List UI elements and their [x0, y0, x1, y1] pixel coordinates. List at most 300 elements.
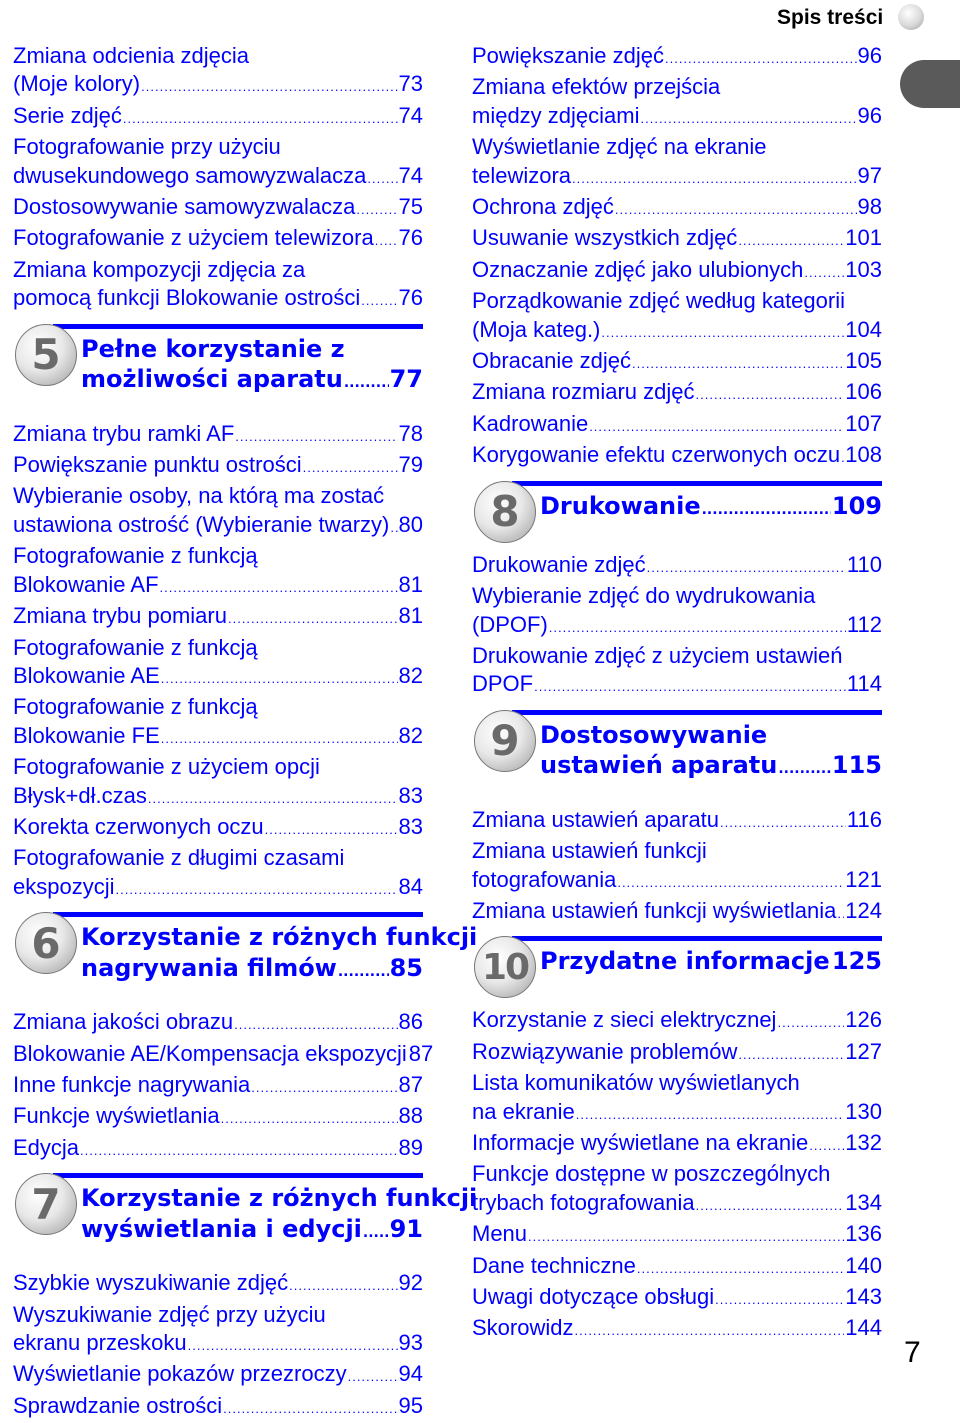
toc-page-number: 144 — [845, 1314, 882, 1342]
toc-entry-text: Usuwanie wszystkich zdjęć — [472, 224, 737, 252]
toc-entry[interactable] — [472, 1220, 882, 1251]
toc-entry-text: Szybkie wyszukiwanie zdjęć — [13, 1269, 288, 1297]
toc-entry-text: Sprawdzanie ostrości — [13, 1392, 222, 1420]
toc-entry[interactable] — [13, 102, 423, 133]
chapter-title[interactable] — [81, 334, 423, 399]
toc-page-number: 136 — [845, 1220, 882, 1248]
chapter-title-line — [81, 364, 423, 399]
chapter-title-text: nagrywania filmów — [81, 953, 337, 984]
section-title: Spis treści — [777, 6, 883, 30]
toc-entry-text: Zmiana efektów przejścia — [472, 73, 720, 101]
toc-entry-text: Zmiana trybu pomiaru — [13, 602, 227, 630]
toc-entry-line — [472, 287, 882, 315]
toc-entry-line — [13, 693, 423, 721]
dot-leader — [348, 1363, 398, 1391]
toc-entry-line — [472, 582, 882, 610]
toc-entry-text: Fotografowanie przy użyciu — [13, 133, 281, 161]
toc-entry-text: (Moje kolory) — [13, 70, 140, 98]
toc-entry-line — [13, 70, 423, 101]
toc-entry[interactable] — [472, 193, 882, 224]
toc-entry[interactable] — [13, 602, 423, 633]
toc-page-number: 82 — [399, 662, 423, 690]
toc-entry-line — [472, 611, 882, 642]
chapter-title[interactable] — [540, 946, 882, 981]
dot-leader — [637, 1255, 844, 1283]
toc-page-number: 73 — [399, 70, 423, 98]
toc-entry-line — [13, 511, 423, 542]
toc-entry-line — [472, 837, 882, 865]
dot-leader — [289, 1272, 397, 1300]
toc-entry-line — [13, 844, 423, 872]
toc-page-number: 78 — [399, 420, 423, 448]
toc-entry-line — [13, 1071, 423, 1102]
toc-entry-text: Fotografowanie z funkcją — [13, 634, 258, 662]
toc-entry-text: Wyświetlanie pokazów przezroczy — [13, 1360, 347, 1388]
toc-page-number: 116 — [847, 806, 882, 834]
chapter-title-text: Korzystanie z różnych funkcji — [81, 1183, 477, 1214]
toc-page-number: 87 — [399, 1071, 423, 1099]
chapter-page-number: 109 — [832, 491, 882, 522]
toc-entry[interactable] — [472, 410, 882, 441]
chapter-number-badge: 8 — [474, 481, 536, 543]
toc-entry[interactable] — [472, 1160, 882, 1220]
chapter-heading[interactable] — [13, 324, 423, 420]
toc-entry[interactable] — [472, 1314, 882, 1345]
toc-entry-line — [13, 1040, 423, 1071]
chapter-page-number: 85 — [390, 953, 423, 984]
chapter-title-line — [81, 334, 423, 365]
toc-entry[interactable] — [13, 1392, 423, 1423]
dot-leader — [160, 574, 398, 602]
dot-leader — [778, 754, 831, 785]
chapter-heading[interactable] — [472, 710, 882, 806]
chapter-page-number: 91 — [390, 1214, 423, 1245]
toc-entry-text: trybach fotografowania — [472, 1189, 695, 1217]
toc-entry[interactable] — [472, 1006, 882, 1037]
chapter-title-line — [81, 953, 423, 988]
chapter-title-text: Korzystanie z różnych funkcji — [81, 922, 477, 953]
toc-entry-line — [13, 1269, 423, 1300]
toc-entry[interactable] — [13, 193, 423, 224]
toc-entry[interactable] — [472, 42, 882, 73]
chapter-title-line — [81, 1183, 423, 1214]
dot-leader — [115, 876, 397, 904]
toc-entry-line — [13, 224, 423, 255]
toc-entry[interactable] — [13, 1360, 423, 1391]
chapter-title-line — [540, 720, 882, 751]
dot-leader — [837, 900, 844, 928]
toc-entry-line — [472, 551, 882, 582]
toc-entry[interactable] — [13, 1134, 423, 1165]
dot-leader — [356, 196, 397, 224]
toc-entry-line — [13, 1102, 423, 1133]
chapter-title-text: Drukowanie — [540, 491, 701, 522]
toc-entry[interactable] — [472, 1252, 882, 1283]
dot-leader — [188, 1332, 398, 1360]
toc-entry-line — [13, 482, 423, 510]
toc-entry-line — [472, 1160, 882, 1188]
toc-entry-text: Zmiana ustawień funkcji — [472, 837, 707, 865]
toc-page-number: 83 — [399, 782, 423, 810]
toc-entry-text: Wybieranie osoby, na którą ma zostać — [13, 482, 384, 510]
chapter-title-line — [81, 1214, 423, 1249]
toc-entry-text: Zmiana kompozycji zdjęcia za — [13, 256, 305, 284]
toc-entry-text: Porządkowanie zdjęć według kategorii — [472, 287, 845, 315]
chapter-heading[interactable] — [472, 481, 882, 551]
toc-entry-line — [13, 1392, 423, 1423]
dot-leader — [841, 444, 844, 472]
toc-page-number: 132 — [845, 1129, 882, 1157]
dot-leader — [375, 227, 398, 255]
toc-page-number: 124 — [845, 897, 882, 925]
toc-entry-text: ekranu przeskoku — [13, 1329, 187, 1357]
toc-entry-line — [472, 670, 882, 701]
chapter-title-line — [540, 750, 882, 785]
toc-page-number: 101 — [845, 224, 882, 252]
toc-entry-text: Zmiana rozmiaru zdjęć — [472, 378, 695, 406]
toc-entry[interactable] — [13, 634, 423, 694]
toc-entry-text: Powiększanie punktu ostrości — [13, 451, 302, 479]
toc-page-number: 76 — [399, 224, 423, 252]
toc-entry[interactable] — [472, 1283, 882, 1314]
toc-page-number: 110 — [847, 551, 882, 579]
toc-entry-text: Fotografowanie z użyciem telewizora — [13, 224, 374, 252]
dot-leader — [265, 816, 398, 844]
toc-entry-text: ustawiona ostrość (Wybieranie twarzy) — [13, 511, 389, 539]
toc-page-number: 74 — [399, 162, 423, 190]
dot-leader — [141, 73, 397, 101]
toc-entry[interactable] — [13, 420, 423, 451]
toc-entry-line — [472, 1069, 882, 1097]
toc-page-number: 108 — [845, 441, 882, 469]
toc-entry-text: Uwagi dotyczące obsługi — [472, 1283, 714, 1311]
dot-leader — [390, 514, 397, 542]
toc-entry-text: Informacje wyświetlane na ekranie — [472, 1129, 808, 1157]
toc-entry[interactable] — [13, 256, 423, 316]
chapter-title-text: wyświetlania i edycji — [81, 1214, 362, 1245]
dot-leader — [572, 165, 856, 193]
toc-entry-line — [472, 1098, 882, 1129]
dot-leader — [344, 368, 389, 399]
toc-entry-line — [13, 753, 423, 781]
toc-entry-text: Lista komunikatów wyświetlanych — [472, 1069, 800, 1097]
toc-page-number: 89 — [399, 1134, 423, 1162]
toc-entry-text: Korekta czerwonych oczu — [13, 813, 264, 841]
toc-entry-text: Dostosowywanie samowyzwalacza — [13, 193, 355, 221]
toc-page-number: 84 — [399, 873, 423, 901]
chapter-number-badge: 10 — [474, 936, 536, 998]
chapter-title-line — [540, 946, 882, 981]
dot-leader — [303, 454, 398, 482]
toc-entry[interactable] — [472, 1038, 882, 1069]
toc-entry-text: Fotografowanie z długimi czasami — [13, 844, 344, 872]
toc-page-number: 127 — [845, 1038, 882, 1066]
toc-entry-line — [13, 420, 423, 451]
dot-leader — [338, 957, 389, 988]
toc-page-number: 112 — [847, 611, 882, 639]
toc-entry-text: Ochrona zdjęć — [472, 193, 614, 221]
dot-leader — [641, 105, 857, 133]
toc-entry-text: (Moja kateg.) — [472, 316, 600, 344]
toc-page-number: 106 — [845, 378, 882, 406]
dot-leader — [363, 1218, 389, 1249]
chapter-title-text: Dostosowywanie — [540, 720, 767, 751]
toc-entry[interactable] — [13, 1102, 423, 1133]
chapter-title[interactable] — [540, 720, 882, 785]
toc-entry-text: Zmiana ustawień aparatu — [472, 806, 719, 834]
toc-entry[interactable] — [13, 1269, 423, 1300]
toc-entry[interactable] — [13, 1040, 423, 1071]
toc-entry-line — [472, 1252, 882, 1283]
chapter-title[interactable] — [81, 1183, 423, 1248]
toc-entry-text: Obracanie zdjęć — [472, 347, 631, 375]
toc-entry[interactable] — [472, 256, 882, 287]
toc-entry-line — [472, 193, 882, 224]
toc-entry-line — [13, 162, 423, 193]
toc-page-number: 107 — [845, 410, 882, 438]
toc-entry[interactable] — [13, 542, 423, 602]
chapter-page-number: 125 — [832, 946, 882, 977]
toc-entry-text: Menu — [472, 1220, 527, 1248]
toc-entry-line — [472, 1189, 882, 1220]
dot-leader — [80, 1137, 397, 1165]
chapter-title-text: możliwości aparatu — [81, 364, 343, 395]
toc-entry-line — [13, 634, 423, 662]
toc-entry[interactable] — [13, 224, 423, 255]
toc-entry-text: Rozwiązywanie problemów — [472, 1038, 737, 1066]
toc-entry-line — [472, 42, 882, 73]
toc-entry-line — [13, 662, 423, 693]
toc-entry[interactable] — [13, 693, 423, 753]
dot-leader — [647, 554, 846, 582]
toc-entry-line — [472, 316, 882, 347]
toc-entry-text: Fotografowanie z funkcją — [13, 693, 258, 721]
toc-entry-line — [13, 542, 423, 570]
toc-entry-text: dwusekundowego samowyzwalacza — [13, 162, 366, 190]
dot-leader — [534, 673, 846, 701]
toc-entry[interactable] — [472, 642, 882, 702]
toc-page-number: 74 — [399, 102, 423, 130]
dot-leader — [576, 1101, 845, 1129]
toc-entry-line — [13, 571, 423, 602]
toc-entry[interactable] — [472, 441, 882, 472]
dot-leader — [617, 869, 844, 897]
chapter-number-badge: 5 — [15, 324, 77, 386]
toc-entry[interactable] — [13, 133, 423, 193]
toc-left-column — [13, 42, 423, 1423]
toc-entry-line — [472, 1220, 882, 1251]
toc-entry-text: na ekranie — [472, 1098, 575, 1126]
toc-entry[interactable] — [13, 753, 423, 813]
chapter-heading[interactable] — [13, 1173, 423, 1269]
dot-leader — [123, 105, 398, 133]
chapter-title-line — [540, 491, 882, 526]
toc-entry-text: Zmiana trybu ramki AF — [13, 420, 234, 448]
toc-entry-line — [472, 1283, 882, 1314]
toc-entry[interactable] — [472, 806, 882, 837]
chapter-divider — [53, 324, 423, 329]
toc-page-number: 94 — [399, 1360, 423, 1388]
chapter-number-badge: 7 — [15, 1173, 77, 1235]
toc-entry-line — [472, 410, 882, 441]
chapter-heading[interactable] — [472, 936, 882, 1006]
toc-entry[interactable] — [13, 1301, 423, 1361]
dot-leader — [221, 1105, 398, 1133]
toc-entry-line — [472, 897, 882, 928]
chapter-divider — [512, 710, 882, 715]
dot-leader — [589, 413, 844, 441]
dot-leader — [549, 614, 846, 642]
toc-entry[interactable] — [472, 73, 882, 133]
toc-entry-line — [472, 1129, 882, 1160]
toc-entry-line — [472, 73, 882, 101]
toc-entry[interactable] — [472, 224, 882, 255]
toc-entry-text: pomocą funkcji Blokowanie ostrości — [13, 284, 360, 312]
toc-entry[interactable] — [13, 482, 423, 542]
toc-entry-text: Zmiana ustawień funkcji wyświetlania — [472, 897, 836, 925]
toc-page-number: 76 — [399, 284, 423, 312]
toc-entry[interactable] — [472, 837, 882, 897]
toc-entry-line — [13, 1134, 423, 1165]
toc-entry-text: ekspozycji — [13, 873, 114, 901]
toc-entry-text: między zdjęciami — [472, 102, 640, 130]
toc-entry-line — [13, 1360, 423, 1391]
toc-entry[interactable] — [13, 1071, 423, 1102]
toc-entry-text: Fotografowanie z użyciem opcji — [13, 753, 320, 781]
toc-right-column — [472, 42, 882, 1346]
toc-entry[interactable] — [13, 813, 423, 844]
toc-page-number: 140 — [845, 1252, 882, 1280]
toc-entry-line — [13, 1329, 423, 1360]
page-number: 7 — [904, 1336, 921, 1370]
dot-leader — [632, 350, 844, 378]
toc-entry-text: Serie zdjęć — [13, 102, 122, 130]
toc-entry-line — [13, 1301, 423, 1329]
chapter-title[interactable] — [540, 491, 882, 526]
chapter-title-line — [81, 922, 423, 953]
dot-leader — [601, 319, 844, 347]
dot-leader — [161, 665, 398, 693]
toc-entry-line — [472, 642, 882, 670]
dot-leader — [702, 495, 831, 526]
toc-entry-line — [472, 378, 882, 409]
dot-leader — [777, 1009, 844, 1037]
toc-page-number: 126 — [845, 1006, 882, 1034]
dot-leader — [720, 809, 846, 837]
section-marker-icon — [898, 4, 924, 30]
toc-entry-text: Drukowanie zdjęć z użyciem ustawień — [472, 642, 843, 670]
dot-leader — [809, 1132, 844, 1160]
toc-entry-text: Funkcje dostępne w poszczególnych — [472, 1160, 830, 1188]
toc-page-number: 87 — [409, 1040, 433, 1068]
toc-page-number: 130 — [845, 1098, 882, 1126]
toc-entry-text: Blokowanie AE/Kompensacja ekspozycji — [13, 1040, 407, 1068]
dot-leader — [235, 423, 397, 451]
toc-entry-text: Fotografowanie z funkcją — [13, 542, 258, 570]
dot-leader — [738, 1041, 844, 1069]
toc-entry[interactable] — [13, 844, 423, 904]
toc-entry[interactable] — [472, 347, 882, 378]
toc-page-number: 96 — [858, 102, 882, 130]
toc-entry-text: Drukowanie zdjęć — [472, 551, 646, 579]
toc-entry-line — [472, 224, 882, 255]
toc-page-number: 83 — [399, 813, 423, 841]
toc-entry-text: Korygowanie efektu czerwonych oczu — [472, 441, 840, 469]
toc-entry-line — [13, 1008, 423, 1039]
toc-entry[interactable] — [13, 1008, 423, 1039]
toc-entry-text: Zmiana jakości obrazu — [13, 1008, 233, 1036]
toc-page-number: 80 — [399, 511, 423, 539]
dot-leader — [161, 725, 398, 753]
toc-entry-text: Wyświetlanie zdjęć na ekranie — [472, 133, 767, 161]
dot-leader — [234, 1011, 397, 1039]
toc-entry[interactable] — [472, 133, 882, 193]
dot-leader — [228, 605, 398, 633]
toc-entry-line — [472, 256, 882, 287]
toc-page-number: 97 — [858, 162, 882, 190]
toc-page-number: 75 — [399, 193, 423, 221]
toc-entry[interactable] — [472, 287, 882, 347]
toc-entry-text: Blokowanie AF — [13, 571, 159, 599]
chapter-title[interactable] — [81, 922, 423, 987]
toc-page-number: 114 — [847, 670, 882, 698]
toc-entry-line — [472, 1314, 882, 1345]
toc-entry-text: Blokowanie FE — [13, 722, 160, 750]
toc-page-number: 95 — [399, 1392, 423, 1420]
toc-entry[interactable] — [472, 551, 882, 582]
toc-entry[interactable] — [472, 1129, 882, 1160]
toc-entry-text: Wyszukiwanie zdjęć przy użyciu — [13, 1301, 326, 1329]
toc-entry-line — [472, 1038, 882, 1069]
chapter-divider — [53, 1173, 423, 1178]
toc-entry-line — [13, 451, 423, 482]
dot-leader — [367, 165, 397, 193]
chapter-divider — [512, 481, 882, 486]
toc-entry[interactable] — [472, 897, 882, 928]
toc-entry-text: (DPOF) — [472, 611, 548, 639]
toc-entry[interactable] — [472, 378, 882, 409]
toc-page-number: 93 — [399, 1329, 423, 1357]
toc-page-number: 96 — [858, 42, 882, 70]
chapter-divider — [53, 912, 423, 917]
toc-page-number: 88 — [399, 1102, 423, 1130]
chapter-heading[interactable] — [13, 912, 423, 1008]
toc-entry-line — [13, 602, 423, 633]
toc-entry[interactable] — [472, 1069, 882, 1129]
toc-entry-text: telewizora — [472, 162, 571, 190]
toc-entry[interactable] — [13, 451, 423, 482]
toc-entry-text: Oznaczanie zdjęć jako ulubionych — [472, 256, 803, 284]
dot-leader — [574, 1317, 844, 1345]
dot-leader — [223, 1395, 397, 1423]
toc-entry-line — [13, 782, 423, 813]
toc-entry-line — [472, 133, 882, 161]
toc-entry-line — [13, 256, 423, 284]
toc-entry-line — [13, 133, 423, 161]
toc-entry-line — [472, 806, 882, 837]
toc-entry[interactable] — [13, 42, 423, 102]
dot-leader — [615, 196, 857, 224]
toc-entry-line — [472, 866, 882, 897]
toc-entry-text: Zmiana odcienia zdjęcia — [13, 42, 249, 70]
toc-entry[interactable] — [472, 582, 882, 642]
chapter-divider — [512, 936, 882, 941]
toc-entry-line — [13, 193, 423, 224]
toc-page-number: 98 — [858, 193, 882, 221]
toc-page-number: 79 — [399, 451, 423, 479]
dot-leader — [528, 1223, 844, 1251]
chapter-title-text: ustawień aparatu — [540, 750, 777, 781]
